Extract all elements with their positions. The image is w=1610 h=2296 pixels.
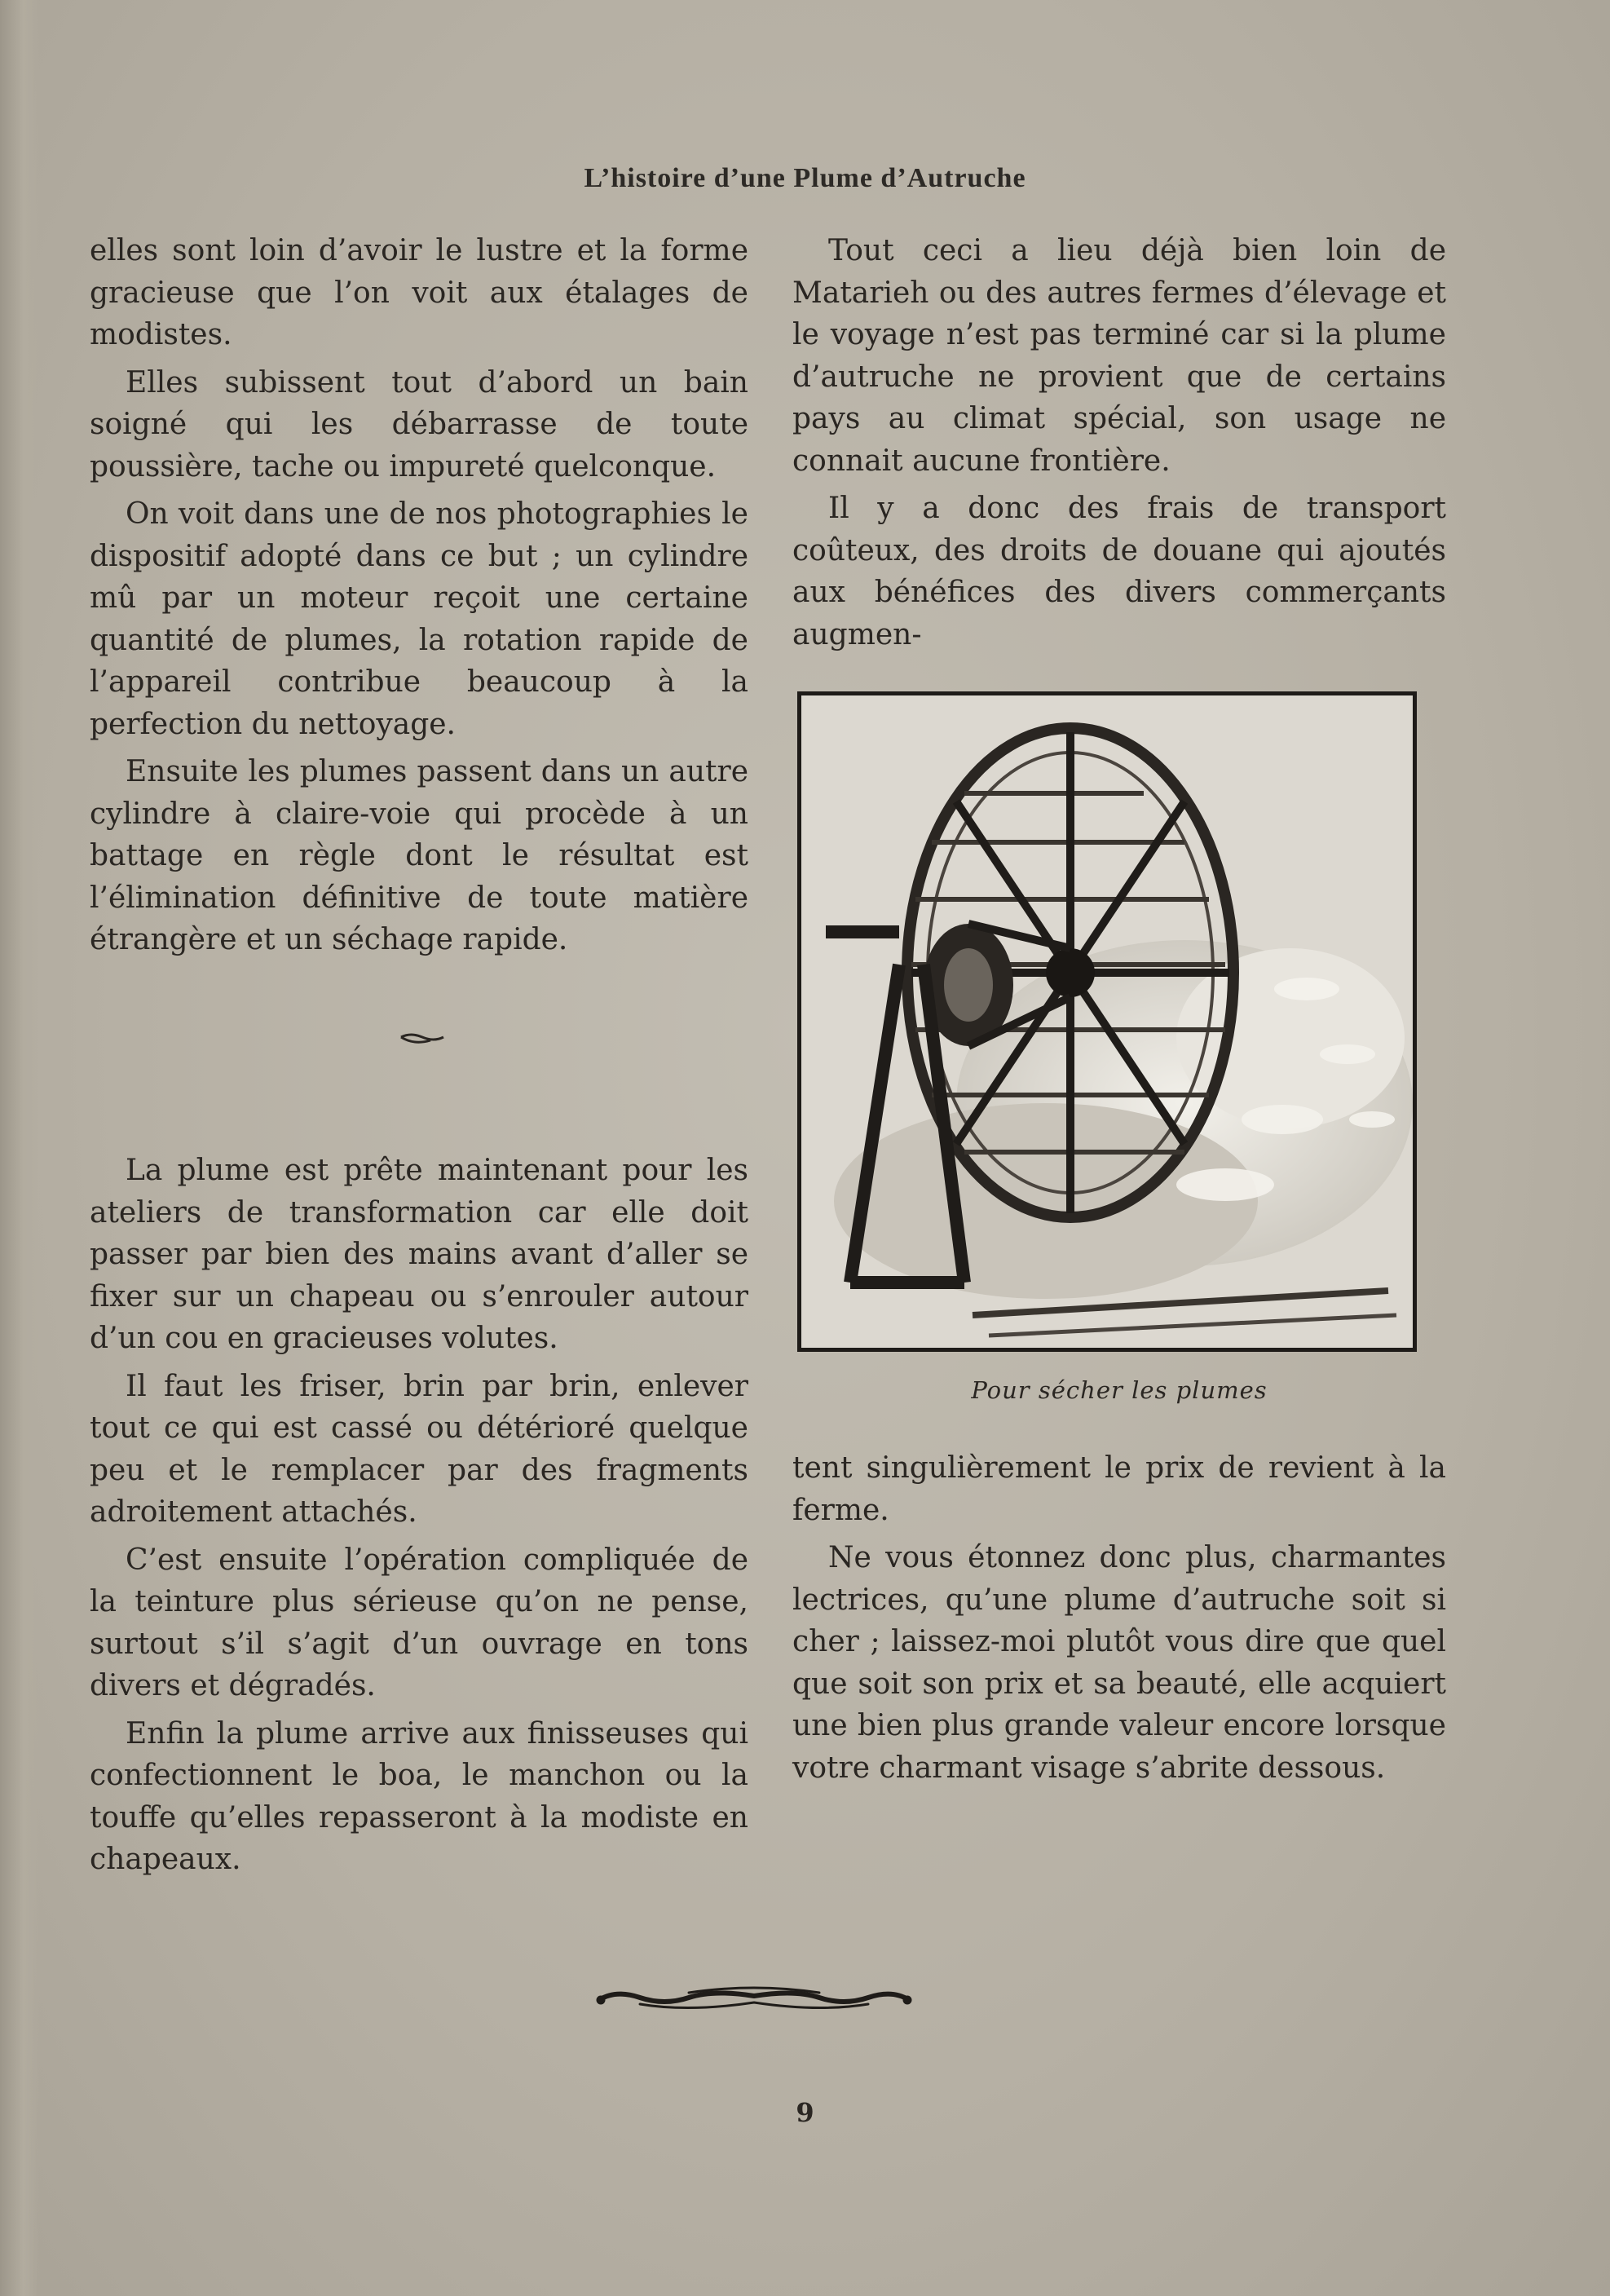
paragraph: Elles subissent tout d’abord un bain soigné qui les débarrasse de toute poussière, tache ou impureté quelconque.: [90, 365, 748, 483]
paragraph: Il faut les friser, brin par brin, enlever tout ce qui est cassé ou détérioré quelque peu et le remplacer par des fragments adroitement attachés.: [90, 1369, 748, 1529]
right-column-upper: [792, 230, 1446, 661]
paragraph: La plume est prête maintenant pour les ateliers de transformation car elle doit passer par bien des mains avant d’aller se fixer sur un chapeau ou s’enrouler autour d’un cou en gracieuses volutes.: [90, 1154, 748, 1355]
photograph-drying-wheel: [797, 691, 1417, 1352]
paragraph: Il y a donc des frais de transport coûteux, des droits de douane qui ajoutés aux bénéfices des divers commerçants augmen-: [792, 492, 1446, 651]
paragraph: On voit dans une de nos photographies le dispositif adopté dans ce but ; un cylindre mû par un moteur reçoit une certaine quantité de plumes, la rotation rapide de l’appareil contribue beaucoup à la perfection du nettoyage.: [90, 497, 748, 741]
running-title: L’histoire d’une Plume d’Autruche: [584, 163, 1026, 193]
paragraph: tent singulièrement le prix de revient à la ferme.: [792, 1451, 1446, 1527]
paragraph: Ne vous étonnez donc plus, charmantes lectrices, qu’une plume d’autruche soit si cher ; laissez-moi plutôt vous dire que quel que soit son prix et sa beauté, elle acquiert une bien plus grande valeur encore lorsque votre charmant visage s’abrite dessous.: [792, 1541, 1446, 1785]
right-column-lower: [792, 1447, 1446, 1795]
drying-machine-photo-icon: [801, 695, 1413, 1348]
paragraph: elles sont loin d’avoir le lustre et la forme gracieuse que l’on voit aux étalages de modistes.: [90, 234, 748, 351]
binding-edge: [0, 0, 39, 2296]
paragraph: Tout ceci a lieu déjà bien loin de Matarieh ou des autres fermes d’élevage et le voyage n’est pas terminé car si la plume d’autruche ne provient que de certains pays au climat spécial, son usage ne connait aucune frontière.: [792, 234, 1446, 478]
left-column-upper: [90, 230, 748, 967]
figure-caption: Pour sécher les plumes: [971, 1376, 1268, 1404]
page-number: 9: [796, 2097, 814, 2128]
paragraph: C’est ensuite l’opération compliquée de la teinture plus sérieuse qu’on ne pense, surtout s’il s’agit d’un ouvrage en tons divers et dégradés.: [90, 1543, 748, 1702]
decorative-flourish-icon: [591, 1980, 917, 2020]
left-column-lower: [90, 1150, 748, 1887]
paragraph: Enfin la plume arrive aux finisseuses qui confectionnent le boa, le manchon ou la touffe qu’elles repasseront à la modiste en chapeaux.: [90, 1716, 748, 1876]
paragraph: Ensuite les plumes passent dans un autre cylindre à claire-voie qui procède à un battage en règle dont le résultat est l’élimination définitive de toute matière étrangère et un séchage rapide.: [90, 755, 748, 956]
small-ornament-icon: [398, 1029, 447, 1052]
